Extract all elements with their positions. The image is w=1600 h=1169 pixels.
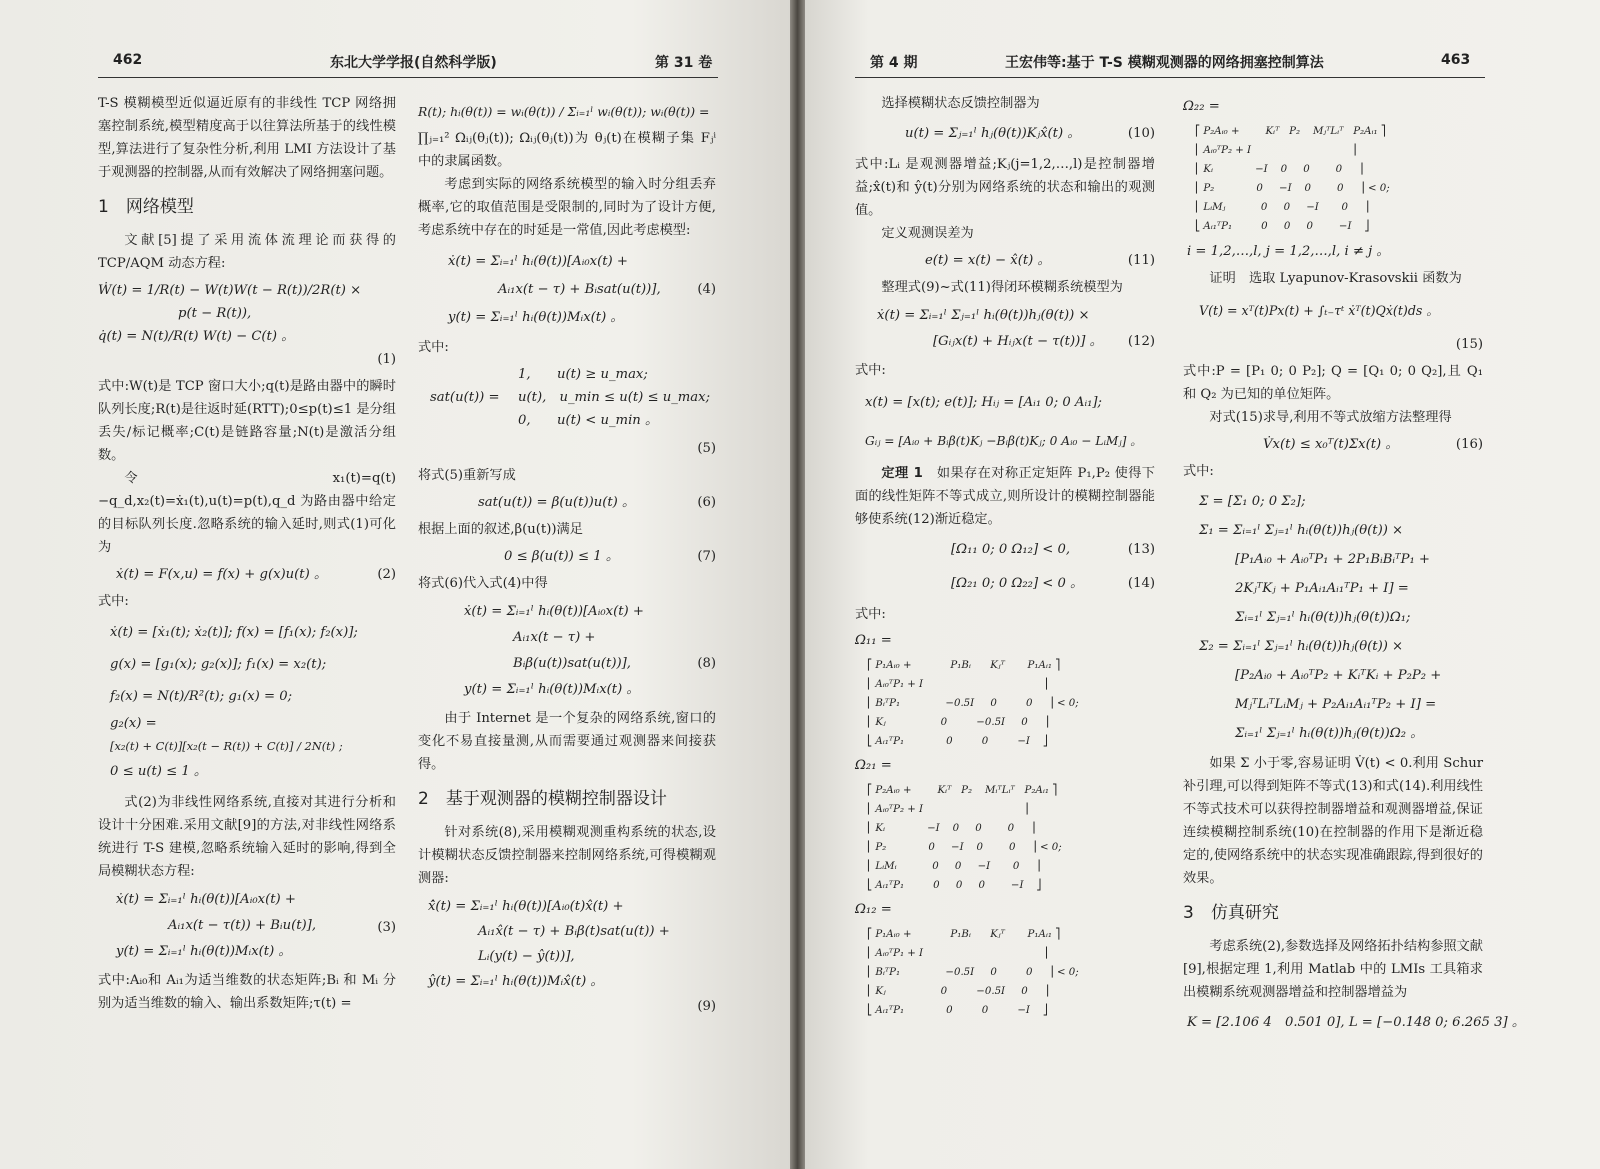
equation-line: y(t) = Σᵢ₌₁ˡ hᵢ(θ(t))Mᵢx(t) 。: [116, 944, 292, 959]
equation-number: (14): [1127, 576, 1155, 591]
paragraph: 令 x₁(t)=q(t)−q_d,x₂(t)=ẋ₁(t),u(t)=p(t),q_d 为路由器中给定的目标队列长度.忽略系统的输入延时,则式(1)可化为: [98, 471, 396, 555]
section-3-title: 3 仿真研究: [1183, 903, 1279, 923]
sigma-equations: [1183, 487, 1483, 748]
paragraph: 如果 Σ 小于零,容易证明 V̇(t) < 0.利用 Schur 补引理,可以得到矩阵不等式(13)和式(14).利用线性不等式技术可以获得控制器增益和观测器增益,保证连续模糊控制系统(10)在控制器的作用下是渐近稳定的,使网络系统中的状态实现准确跟踪,得到很好的效果。: [1183, 756, 1483, 886]
volume-label: 第 31 卷: [655, 55, 713, 71]
equation-5: [418, 363, 716, 433]
equation-line: e(t) = x(t) − x̂(t) 。: [925, 253, 1051, 268]
equation-line: u(t), u_min ≤ u(t) ≤ u_max;: [518, 390, 711, 405]
equation-line: Σ₁ = Σᵢ₌₁ˡ Σⱼ₌₁ˡ hᵢ(θ(t))hⱼ(θ(t)) ×: [1199, 523, 1404, 538]
equation-line: R(t); hᵢ(θ(t)) = wᵢ(θ(t)) / Σᵢ₌₁ˡ wᵢ(θ(t)); wᵢ(θ(t)) =: [418, 104, 710, 119]
equation-3: [98, 887, 396, 965]
paragraph: 式中:: [855, 607, 886, 622]
equation-number: (9): [697, 999, 716, 1014]
equation-number: (13): [1127, 542, 1155, 557]
equation-line: [x₂(t) + C(t)][x₂(t − R(t)) + C(t)] / 2N(t) ;: [110, 739, 343, 753]
equation-line: y(t) = Σᵢ₌₁ˡ hᵢ(θ(t))Mᵢx(t) 。: [448, 310, 624, 325]
right-column-1: [855, 92, 1155, 1022]
equation-line: Lᵢ(y(t) − ŷ(t))],: [478, 949, 575, 964]
equation-number: (6): [697, 495, 716, 510]
section-2-title: 2 基于观测器的模糊控制器设计: [418, 789, 667, 809]
equation-2: [98, 563, 396, 586]
paragraph: 将式(6)代入式(4)中得: [418, 576, 548, 591]
right-page: [805, 0, 1600, 1169]
book-gutter: [790, 0, 805, 1169]
equation-11: [855, 249, 1155, 272]
paragraph: 定义观测误差为: [881, 226, 974, 241]
equation-1: [98, 279, 396, 371]
left-column-2: [418, 96, 716, 1023]
paragraph: 选择模糊状态反馈控制器为: [881, 96, 1040, 111]
matrix-label: Ω₂₁ =: [855, 758, 892, 773]
paragraph: 考虑系统(2),参数选择及网络拓扑结构参照文献[9],根据定理 1,利用 Matlab 中的 LMIs 工具箱求出模糊系统观测器增益和控制器增益为: [1183, 939, 1483, 1000]
paragraph: 式中:: [98, 594, 129, 609]
equation-16: [1183, 433, 1483, 456]
equation-line: Gᵢⱼ = [Aᵢ₀ + Bᵢβ(t)Kⱼ −Bᵢβ(t)Kⱼ; 0 Aᵢ₀ − LᵢMⱼ] 。: [865, 434, 1143, 448]
paragraph: 式中:: [1183, 464, 1214, 479]
paragraph: 式中:W(t)是 TCP 窗口大小;q(t)是路由器中的瞬时队列长度;R(t)是往返时延(RTT);0≤p(t)≤1 是分组丢失/标记概率;C(t)是链路容量;N(t)是激活分组数。: [98, 379, 396, 463]
equation-13: [855, 535, 1155, 565]
equation-6: [418, 491, 716, 514]
equation-15: [1183, 294, 1483, 329]
equation-line: V(t) = xᵀ(t)Px(t) + ∫ₜ₋τᵗ ẋᵀ(t)Qẋ(t)ds 。: [1199, 303, 1439, 318]
equation-line: Σᵢ₌₁ˡ Σⱼ₌₁ˡ hᵢ(θ(t))hⱼ(θ(t))Ω₂ 。: [1235, 726, 1424, 741]
page-number: 462: [113, 52, 143, 68]
equation-number: (5): [697, 441, 716, 456]
paragraph: 式中:: [418, 340, 449, 355]
equation-line: ẋ(t) = Σᵢ₌₁ˡ hᵢ(θ(t))[Aᵢ₀x(t) +: [116, 892, 296, 907]
article-title: 王宏伟等:基于 T-S 模糊观测器的网络拥塞控制算法: [1005, 55, 1324, 71]
equation-number: (11): [1127, 253, 1155, 268]
equation-line: [P₁Aᵢ₀ + Aᵢ₀ᵀP₁ + 2P₁BᵢBᵢᵀP₁ +: [1235, 552, 1430, 567]
equation-line: 1, u(t) ≥ u_max;: [518, 367, 648, 382]
paragraph: 根据上面的叙述,β(u(t))满足: [418, 522, 583, 537]
equation-line: q̇(t) = N(t)/R(t) W(t) − C(t) 。: [98, 329, 295, 344]
matrix-omega-22: ⎡ P₂Aᵢ₀ + Kᵢᵀ P₂ MⱼᵀLᵢᵀ P₂Aᵢ₁ ⎤ ⎢ Aᵢ₀ᵀP₂ + I ⎥ ⎢ Kᵢ −I 0 0 0 ⎥ ⎢ P₂ 0 −I 0 0 ⎥ < 0; ⎢ LᵢMⱼ 0 0 −I 0 ⎥ ⎣ Aᵢ₁ᵀP₁ 0 0 0 −I ⎦: [1195, 126, 1390, 232]
equation-line: ẋ(t) = [ẋ₁(t); ẋ₂(t)]; f(x) = [f₁(x); f₂(x)];: [110, 625, 358, 640]
intro-paragraph: T-S 模糊模型近似逼近原有的非线性 TCP 网络拥塞控制系统,模型精度高于以往算法所基于的线性模型,算法进行了复杂性分析,利用 LMI 方法设计了基于观测器的控制器,从而有效解决了网络拥塞问题。: [98, 96, 396, 180]
equation-line: p(t − R(t)),: [178, 306, 252, 321]
matrix-omega-11: ⎡ P₁Aᵢ₀ + P₁Bᵢ Kⱼᵀ P₁Aᵢ₁ ⎤ ⎢ Aᵢ₀ᵀP₁ + I ⎥ ⎢ BᵢᵀP₁ −0.5I 0 0 ⎥ < 0; ⎢ Kⱼ 0 −0.5I 0 ⎥ ⎣ Aᵢ₁ᵀP₁ 0 0 −I ⎦: [867, 660, 1079, 747]
equation-line: MⱼᵀLᵢᵀLᵢMⱼ + P₂Aᵢ₁Aᵢ₁ᵀP₂ + I] =: [1235, 697, 1437, 712]
equation-line: V̇x(t) ≤ x₀ᵀ(t)Σx(t) 。: [1263, 437, 1399, 452]
equation-line: ẋ(t) = Σᵢ₌₁ˡ hᵢ(θ(t))[Aᵢ₀x(t) +: [464, 604, 644, 619]
equation-number: (7): [697, 549, 716, 564]
equation-9: [418, 894, 716, 1019]
theorem-label: 定理 1: [881, 466, 923, 481]
equation-line: sat(u(t)) =: [430, 390, 500, 405]
equation-number: (12): [1127, 334, 1155, 349]
right-column-2: [1183, 92, 1526, 1042]
equation-line: Ẇ(t) = 1/R(t) − W(t)W(t − R(t))/2R(t) ×: [98, 283, 362, 298]
equation-line: Aᵢ₁x(t − τ(t)) + Bᵢu(t)],: [168, 918, 317, 933]
equation-line: i = 1,2,…,l, j = 1,2,…,l, i ≠ j 。: [1187, 244, 1390, 259]
equation-line: g(x) = [g₁(x); g₂(x)]; f₁(x) = x₂(t);: [110, 657, 327, 672]
equation-line: Bᵢβ(u(t))sat(u(t))],: [513, 656, 631, 671]
equation-12: [855, 303, 1155, 355]
equation-5-number: [418, 437, 716, 460]
paragraph: 式中:Aᵢ₀和 Aᵢ₁为适当维数的状态矩阵;Bᵢ 和 Mᵢ 分别为适当维数的输入、输出系数矩阵;τ(t) =: [98, 973, 396, 1011]
paragraph: 将式(5)重新写成: [418, 468, 516, 483]
theorem-1: [855, 462, 1155, 531]
proof-paragraph: [1183, 267, 1483, 290]
equation-line: 0 ≤ β(u(t)) ≤ 1 。: [504, 549, 620, 564]
matrix-label: Ω₁₂ =: [855, 902, 892, 917]
paragraph: 对式(15)求导,利用不等式放缩方法整理得: [1209, 410, 1452, 425]
equation-line: g₂(x) =: [110, 716, 157, 731]
equation-number: (3): [377, 920, 396, 935]
left-column-1: [98, 92, 396, 1015]
paragraph: 文献[5]提了采用流体流理论而获得的 TCP/AQM 动态方程:: [98, 233, 396, 271]
header-rule: [855, 77, 1485, 78]
equation-line: x(t) = [x(t); e(t)]; Hᵢⱼ = [Aᵢ₁ 0; 0 Aᵢ₁];: [865, 395, 1102, 410]
equation-line: x̂̇(t) = Σᵢ₌₁ˡ hᵢ(θ(t))[Aᵢ₀(t)x̂(t) +: [428, 899, 624, 914]
equation-line: Aᵢ₁x(t − τ) +: [513, 630, 596, 645]
equation-line: ẋ(t) = F(x,u) = f(x) + g(x)u(t) 。: [116, 567, 328, 582]
paragraph: 整理式(9)~式(11)得闭环模糊系统模型为: [881, 280, 1123, 295]
paragraph: 式(2)为非线性网络系统,直接对其进行分析和设计十分困难.采用文献[9]的方法,对非线性网络系统进行 T-S 建模,忽略系统输入延时的影响,得到全局模糊状态方程:: [98, 795, 396, 879]
equation-line: [P₂Aᵢ₀ + Aᵢ₀ᵀP₂ + KᵢᵀKᵢ + P₂P₂ +: [1235, 668, 1442, 683]
equation-line: [Ω₂₁ 0; 0 Ω₂₂] < 0 。: [951, 576, 1084, 591]
theorem-text: 如果存在对称正定矩阵 P₁,P₂ 使得下面的线性矩阵不等式成立,则所设计的模糊控制器能够使系统(12)渐近稳定。: [855, 466, 1155, 527]
equation-number: (10): [1127, 126, 1155, 141]
equation-8: [418, 599, 716, 703]
equation-line: ẋ(t) = Σᵢ₌₁ˡ Σⱼ₌₁ˡ hᵢ(θ(t))hⱼ(θ(t)) ×: [877, 308, 1090, 323]
equation-defs: [98, 617, 396, 787]
equation-line: Σ₂ = Σᵢ₌₁ˡ Σⱼ₌₁ˡ hᵢ(θ(t))hⱼ(θ(t)) ×: [1199, 639, 1404, 654]
equation-line: y(t) = Σᵢ₌₁ˡ hᵢ(θ(t))Mᵢx(t) 。: [464, 682, 640, 697]
equation-line: Aᵢ₁x(t − τ) + Bᵢsat(u(t))],: [498, 282, 661, 297]
paragraph: 式中:Lᵢ 是观测器增益;Kⱼ(j=1,2,…,l)是控制器增益;x̂(t)和 ŷ(t)分别为网络系统的状态和输出的观测值。: [855, 157, 1155, 218]
equation-15-number: [1183, 333, 1483, 356]
issue-label: 第 4 期: [870, 55, 918, 71]
equation-line: K = [2.106 4 0.501 0], L = [−0.148 0; 6.265 3] 。: [1187, 1015, 1526, 1030]
equation-number: (1): [377, 352, 396, 367]
equation-7: [418, 545, 716, 568]
equation-number: (15): [1455, 337, 1483, 352]
matrix-label: Ω₁₁ =: [855, 633, 892, 648]
matrix-omega-21: ⎡ P₂Aᵢ₀ + Kᵢᵀ P₂ MᵢᵀLᵢᵀ P₂Aᵢ₁ ⎤ ⎢ Aᵢ₀ᵀP₂ + I ⎥ ⎢ Kᵢ −I 0 0 0 ⎥ ⎢ P₂ 0 −I 0 0 ⎥ < 0; ⎢ LᵢMᵢ 0 0 −I 0 ⎥ ⎣ Aᵢ₁ᵀP₁ 0 0 0 −I ⎦: [867, 785, 1062, 891]
equation-line: sat(u(t)) = β(u(t))u(t) 。: [478, 495, 636, 510]
equation-14: [855, 569, 1155, 599]
equation-number: (4): [697, 282, 716, 297]
section-1-title: 1 网络模型: [98, 197, 194, 217]
paragraph: 考虑到实际的网络系统模型的输入时分组丢弃概率,它的取值范围是受限制的,同时为了设计方便,考虑系统中存在的时延是一常值,因此考虑模型:: [418, 177, 716, 238]
equation-line: ŷ(t) = Σᵢ₌₁ˡ hᵢ(θ(t))Mᵢx̂(t) 。: [428, 974, 604, 989]
paragraph: ∏ⱼ₌₁² Ωᵢⱼ(θⱼ(t)); Ωᵢⱼ(θⱼ(t))为 θⱼ(t)在模糊子集 Fⱼⁱ 中的隶属函数。: [418, 131, 716, 169]
header-rule: [98, 77, 718, 78]
paragraph: 式中:P = [P₁ 0; 0 P₂]; Q = [Q₁ 0; 0 Q₂],且 Q₁ 和 Q₂ 为已知的单位矩阵。: [1183, 364, 1483, 402]
equation-number: (8): [697, 656, 716, 671]
equation-line: 2KⱼᵀKⱼ + P₁Aᵢ₁Aᵢ₁ᵀP₁ + I] =: [1235, 581, 1409, 596]
equation-line: f₂(x) = N(t)/R²(t); g₁(x) = 0;: [110, 689, 293, 704]
equation-line: [Gᵢⱼx(t) + Hᵢⱼx(t − τ(t))] 。: [933, 334, 1103, 349]
equation-10: [855, 119, 1155, 149]
equation-line: 0 ≤ u(t) ≤ 1 。: [110, 764, 208, 779]
left-page: [0, 0, 790, 1169]
equation-number: (2): [377, 567, 396, 582]
paragraph: 式中:: [855, 363, 886, 378]
proof-label: 证明: [1209, 271, 1236, 286]
equation-line: 0, u(t) < u_min 。: [518, 413, 659, 428]
paragraph: 由于 Internet 是一个复杂的网络系统,窗口的变化不易直接量测,从而需要通过观测器来间接获得。: [418, 711, 716, 772]
equation-line: Σ = [Σ₁ 0; 0 Σ₂];: [1199, 494, 1306, 509]
equation-line: Σᵢ₌₁ˡ Σⱼ₌₁ˡ hᵢ(θ(t))hⱼ(θ(t))Ω₁;: [1235, 610, 1411, 625]
journal-title: 东北大学学报(自然科学版): [330, 55, 497, 71]
equation-line: Aᵢ₁x̂(t − τ) + Bᵢβ(t)sat(u(t)) +: [478, 924, 670, 939]
equation-number: (16): [1455, 437, 1483, 452]
page-number: 463: [1441, 52, 1471, 68]
equation-4: [418, 248, 716, 332]
paragraph: 针对系统(8),采用模糊观测重构系统的状态,设计模糊状态反馈控制器来控制网络系统,可得模糊观测器:: [418, 825, 716, 886]
matrix-label: Ω₂₂ =: [1183, 99, 1220, 114]
matrix-omega-12: ⎡ P₁Aᵢ₀ + P₁Bᵢ Kⱼᵀ P₁Aᵢ₁ ⎤ ⎢ Aᵢ₀ᵀP₁ + I ⎥ ⎢ BᵢᵀP₁ −0.5I 0 0 ⎥ < 0; ⎢ Kⱼ 0 −0.5I 0 ⎥ ⎣ Aᵢ₁ᵀP₁ 0 0 −I ⎦: [867, 929, 1079, 1016]
equation-line: [Ω₁₁ 0; 0 Ω₁₂] < 0,: [951, 542, 1071, 557]
equation-line: u(t) = Σⱼ₌₁ˡ hⱼ(θ(t))Kⱼx̂(t) 。: [905, 126, 1081, 141]
equation-line: ẋ(t) = Σᵢ₌₁ˡ hᵢ(θ(t))[Aᵢ₀x(t) +: [448, 254, 628, 269]
proof-text: 选取 Lyapunov-Krasovskii 函数为: [1248, 271, 1462, 286]
